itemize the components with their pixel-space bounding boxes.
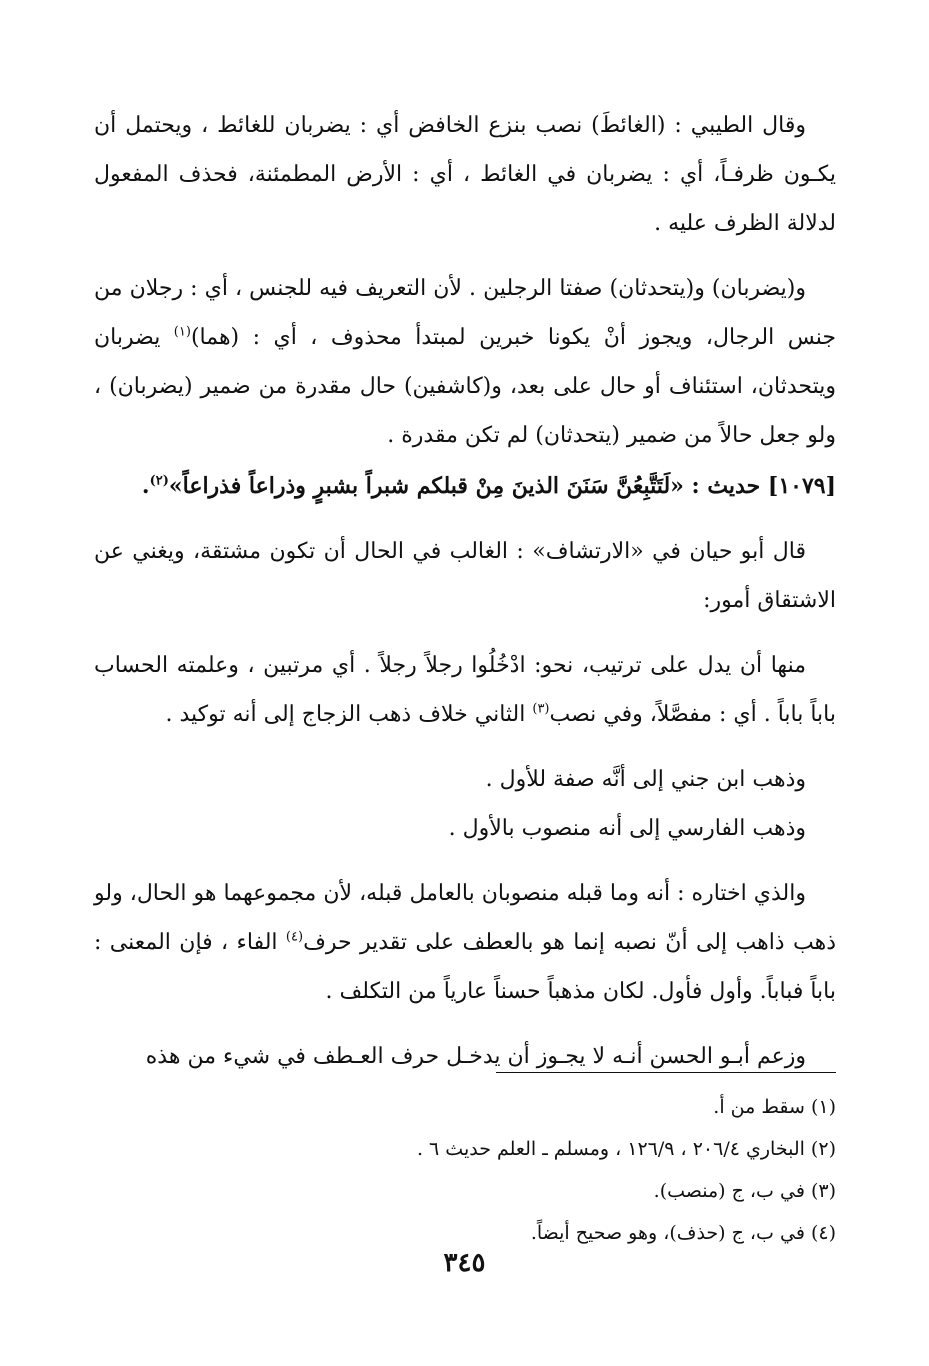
footnote-separator [496,1072,836,1073]
paragraph-text: منها أن يدل على ترتيب، نحو: ادْخُلُوا رجلاً رجلاً . أي مرتبين ، وعلمته الحساب باباً باباً . أي : مفصَّلاً، وفي نصب [94,653,836,727]
paragraph-text: والذي اختاره : أنه وما قبله منصوبان بالعامل قبله، لأن مجموعهما هو الحال، ولو ذهب ذاهب إلى أنّ نصبه إنما هو بالعطف على تقدير حرف [94,881,836,955]
hadith-text: حديث : «لَتَتَّبِعُنَّ سَنَنَ الذينَ مِنْ قبلكم شبراً بشبرٍ وذراعاً فذراعاً» [168,473,761,499]
footnotes [94,1086,836,1254]
page-number: ٣٤٥ [443,1248,486,1278]
paragraph-text: يضربان ويتحدثان، استئناف أو حال على بعد، و(كاشفين) حال مقدرة من ضمير (يضربان) ، ولو جعل حالاً من ضمير (يتحدثان) لم تكن مقدرة . [94,325,836,448]
paragraph-ibn-jinni: وذهب ابن جني إلى أنَّه صفة للأول . [485,767,806,792]
hadith-line: [١٠٧٩] حديث : «لَتَتَّبِعُنَّ سَنَنَ الذينَ مِنْ قبلكم شبراً بشبرٍ وذراعاً فذراعاً»$^{(٢)}$. [141,473,836,499]
footnote-3: (٣) في ب، ج (منصب). [653,1180,836,1202]
footnote-ref-4[interactable]: (٤) [285,929,304,945]
footnote-1: (١) سقط من أ. [713,1096,836,1118]
footnote-ref-2[interactable]: (٢) [149,473,169,489]
paragraph-ikhtiyar [94,869,836,1016]
paragraph-text: الثاني خلاف ذهب الزجاج إلى أنه توكيد . [165,702,526,727]
paragraph-abu-al-hasan: وزعم أبـو الحسن أنـه لا يجـوز أن يدخـل حرف العـطف في شيء من هذه [145,1044,806,1069]
footnote-ref-1[interactable]: (١) [173,324,191,340]
footnote-2: (٢) البخاري ٢٠٦/٤ ، ١٢٦/٩ ، ومسلم ـ العلم حديث ٦ . [416,1138,836,1160]
paragraph-abu-hayyan: قال أبو حيان في «الارتشاف» : الغالب في الحال أن تكون مشتقة، ويغني عن الاشتقاق أمور: [94,539,836,613]
paragraph-text: و(يضربان) و(يتحدثان) صفتا الرجلين . لأن التعريف فيه للجنس ، أي : رجلان من جنس الرجال، ويجوز أنْ يكونا خبرين لمبتدأ محذوف ، أي : (هما) [94,276,836,350]
footnote-ref-3[interactable]: (٣) [532,701,550,717]
main-text [94,101,836,1081]
footnote-4: (٤) في ب، ج (حذف)، وهو صحيح أيضاً. [530,1222,836,1244]
paragraph-tibi: وقال الطيبي : (الغائطَ) نصب بنزع الخافض أي : يضربان للغائط ، ويحتمل أن يكـون ظرفـاً، أي : يضربان في الغائط ، أي : الأرض المطمئنة، فحذف المفعول لدلالة الظرف عليه . [94,113,836,236]
hadith-number: [١٠٧٩] [767,473,836,499]
paragraph-text: الفاء ، فإن المعنى : باباً فباباً. وأول فأول. لكان مذهباً حسناً عارياً من التكلف . [94,930,836,1004]
paragraph-yadribani [94,264,836,460]
paragraph-tartib [94,641,836,739]
paragraph-farisi: وذهب الفارسي إلى أنه منصوب بالأول . [448,816,806,841]
